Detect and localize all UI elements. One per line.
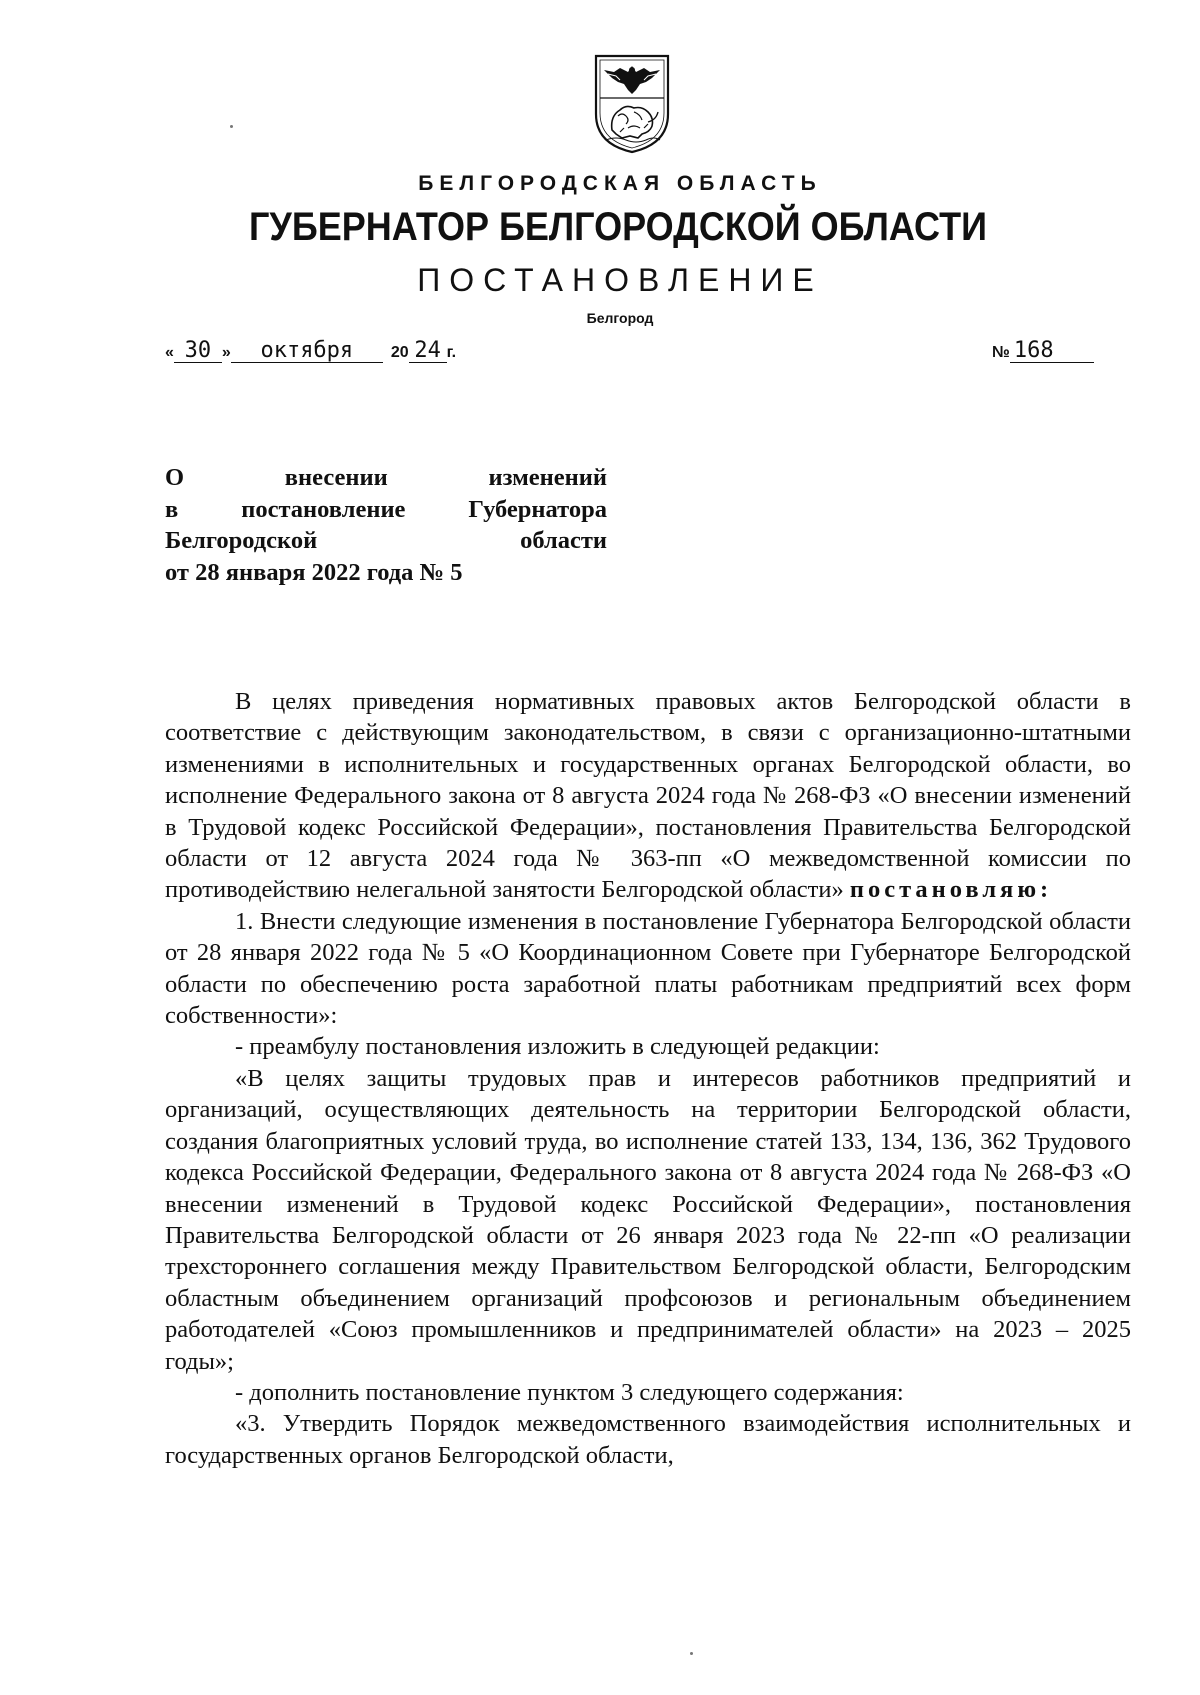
subject-line-3: Белгородской области xyxy=(165,527,607,554)
coat-of-arms-emblem xyxy=(590,52,674,156)
number-label: № xyxy=(992,344,1010,361)
body-paragraph-item-3: «3. Утвердить Порядок межведомственного взаимодействия исполнительных и государственных органов Белгородской области, xyxy=(165,1410,1131,1469)
region-title: БЕЛГОРОДСКАЯ ОБЛАСТЬ xyxy=(418,172,822,195)
body-paragraph-new-preamble: «В целях защиты трудовых прав и интересов работников предприятий и организаций, осуществляющих деятельность на территории Белгородской области, создания благоприятных условий труда, во исполнение статей 133, 134, 136, 362 Трудового кодекса Российской Федерации, Федерального закона от 8 августа 2024 года № 268-ФЗ «О внесении изменений в Трудовой кодекс Российской Федерации», постановления Правительства Белгородской области от 26 января 2023 года № 22-пп «О реализации трехстороннего соглашения между Правительством Белгородской области, Белгородским областным объединением организаций профсоюзов и региональным объединением работодателей «Союз промышленников и предпринимателей области» на 2023 – 2025 годы»; xyxy=(165,1064,1131,1375)
subject-line-1: О внесении изменений xyxy=(165,464,607,491)
document-type-title: ПОСТАНОВЛЕНИЕ xyxy=(417,262,823,298)
document-number xyxy=(992,340,1094,363)
decree-keyword: постановляю: xyxy=(849,876,1053,904)
subject-line-4: от 28 января 2022 года № 5 xyxy=(165,558,463,586)
document-body xyxy=(165,686,1131,1471)
date-open-quote: « xyxy=(165,344,174,361)
subject-line-2: в постановление Губернатора xyxy=(165,495,607,523)
date-year-suffix: 24 xyxy=(409,340,447,363)
date-day: 30 xyxy=(174,340,222,363)
body-paragraph-item-1-sub-2: - дополнить постановление пунктом 3 следующего содержания: xyxy=(235,1378,904,1406)
body-paragraph-item-1-sub-1: - преамбулу постановления изложить в следующей редакции: xyxy=(235,1033,880,1061)
body-paragraph-preamble xyxy=(165,686,1131,906)
scan-speck xyxy=(690,1652,693,1655)
authority-title: ГУБЕРНАТОР БЕЛГОРОДСКОЙ ОБЛАСТИ xyxy=(249,205,987,249)
document-date xyxy=(165,340,456,363)
body-paragraph-item-1: 1. Внести следующие изменения в постановление Губернатора Белгородской области от 28 января 2022 года № 5 «О Координационном Совете при Губернаторе Белгородской области по обеспечению роста заработной платы работникам предприятий всех форм собственности»: xyxy=(165,907,1131,1030)
date-year-prefix: 20 xyxy=(390,344,409,361)
date-year-mark: г. xyxy=(446,344,457,361)
scan-speck xyxy=(230,125,233,128)
preamble-text: В целях приведения нормативных правовых актов Белгородской области в соответствие с действующим законодательством, в связи с организационно-штатными изменениями в исполнительных и государственных органах Белгородской области, во исполнение Федерального закона от 8 августа 2024 года № 268-ФЗ «О внесении изменений в Трудовой кодекс Российской Федерации», постановления Правительства Белгородской области от 12 августа 2024 года № 363-пп «О межведомственной комиссии по противодействию нелегальной занятости Белгородской области» xyxy=(165,688,1131,904)
number-value: 168 xyxy=(1010,340,1094,363)
date-close-quote: » xyxy=(221,344,231,361)
date-month: октября xyxy=(231,340,383,363)
document-subject xyxy=(165,462,607,588)
city-label: Белгород xyxy=(586,310,654,326)
